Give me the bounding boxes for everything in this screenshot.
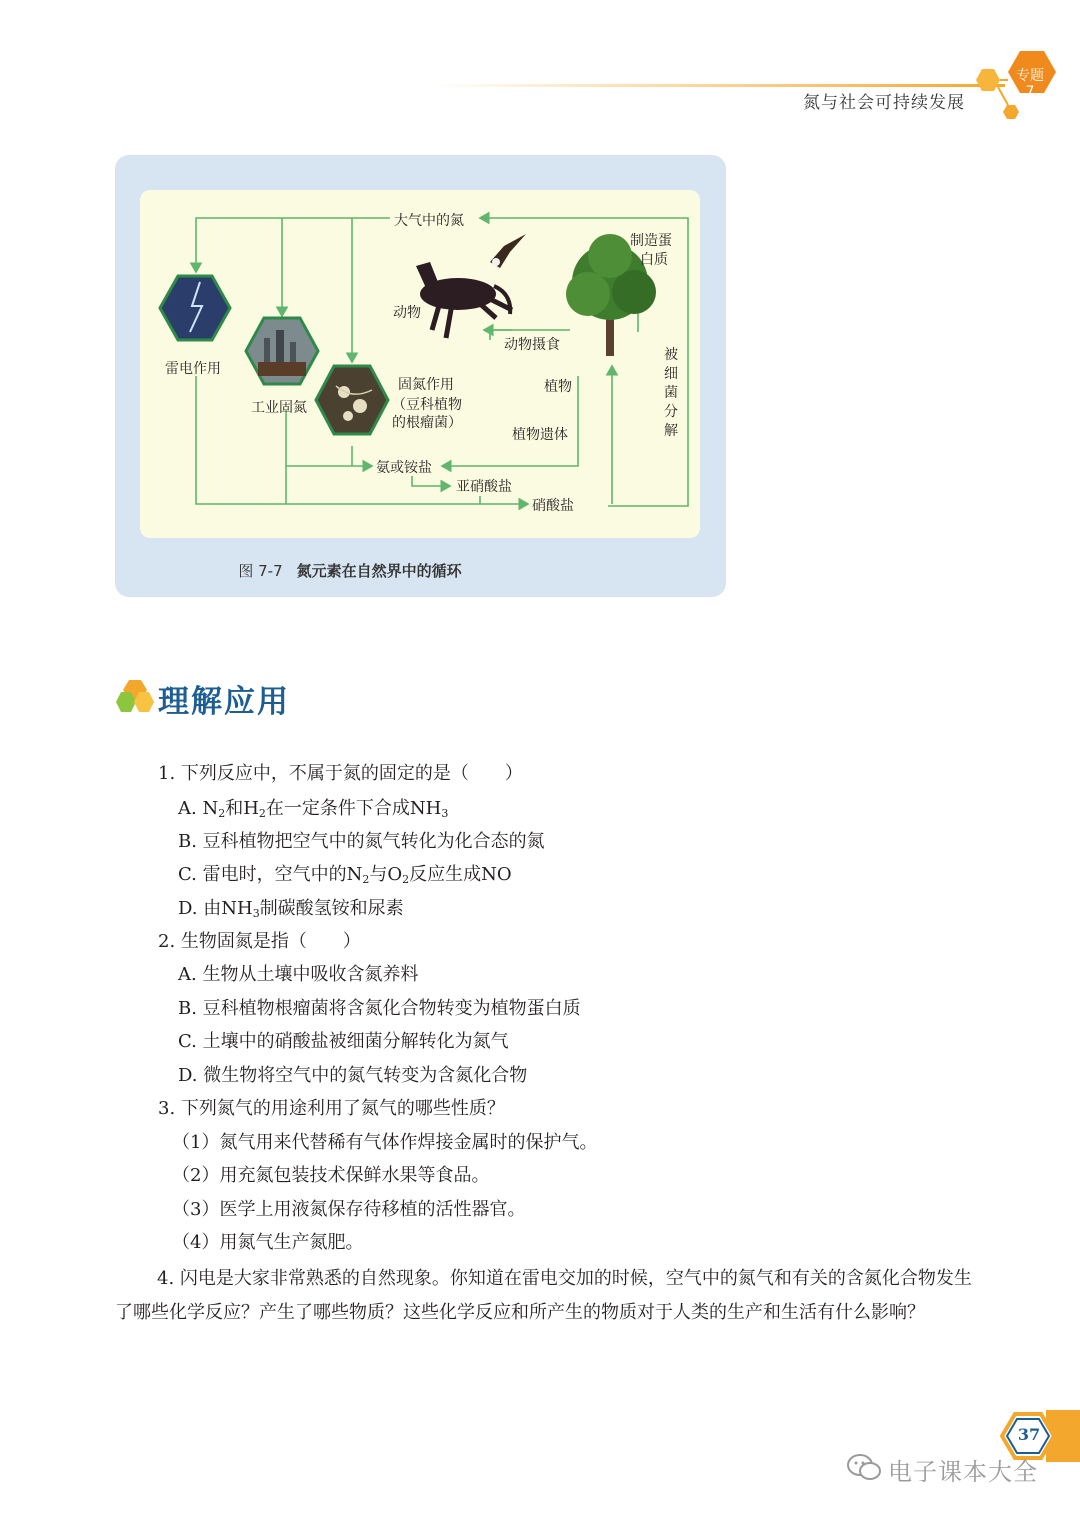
q1-option-b: B. 豆科植物把空气中的氮气转化为化合态的氮: [178, 831, 545, 852]
q2-option-a: A. 生物从土壤中吸收含氮养料: [178, 964, 419, 985]
chapter-badge: [1005, 68, 1055, 100]
q3-item-3: （3）医学上用液氮保存待移植的活性器官。: [172, 1199, 526, 1220]
eagle-image: [490, 234, 526, 268]
label-lightning: 雷电作用: [165, 361, 221, 377]
label-bacteria: 被细菌分解: [664, 347, 678, 439]
figure-number: 图 7-7: [238, 562, 283, 580]
section-hexagon-icon: [115, 678, 155, 714]
label-atmosphere: 大气中的氮: [394, 213, 464, 229]
q2-stem: 2. 生物固氮是指（ ）: [158, 931, 361, 952]
header-rule: [430, 84, 1005, 87]
q3-stem: 3. 下列氮气的用途利用了氮气的哪些性质？: [158, 1098, 505, 1119]
factory-image: [246, 318, 318, 384]
label-fixation-1: 固氮作用: [398, 377, 454, 393]
label-animal-eat: 动物摄食: [504, 337, 560, 353]
q1-option-d: D. 由$NH_3$制碳酸氢铵和尿素: [178, 898, 404, 920]
horse-image: [416, 262, 512, 338]
label-protein-1: 制造蛋: [630, 233, 672, 249]
section-title: 理解应用: [158, 684, 290, 720]
label-fixation-2: （豆科植物: [392, 397, 462, 413]
label-industry: 工业固氮: [251, 400, 307, 416]
q3-item-4: （4）用氮气生产氮肥。: [172, 1232, 364, 1253]
q4-paragraph: 4. 闪电是大家非常熟悉的自然现象。你知道在雷电交加的时候，空气中的氮气和有关的含氮化合物发生了哪些化学反应？产生了哪些物质？这些化学反应和所产生的物质对于人类的生产和生活有什么影响？: [115, 1268, 972, 1323]
label-nitrite: 亚硝酸盐: [456, 479, 512, 495]
chapter-number: 7: [1025, 84, 1035, 100]
q1-option-a: A. $N_2$和$H_2$在一定条件下合成$NH_3$: [178, 798, 449, 820]
q1-stem: 1. 下列反应中，不属于氮的固定的是（ ）: [158, 763, 523, 784]
figure-caption: [115, 560, 585, 581]
nitrogen-cycle-diagram: [140, 190, 700, 538]
figure-title: 氮元素在自然界中的循环: [296, 562, 462, 580]
label-fixation-3: 的根瘤菌）: [392, 415, 462, 431]
watermark: 电子课本大全: [888, 1458, 1038, 1486]
label-nitrate: 硝酸盐: [532, 498, 574, 514]
q3-item-1: （1）氮气用来代替稀有气体作焊接金属时的保护气。: [172, 1132, 598, 1153]
label-plant: 植物: [544, 379, 572, 395]
lightning-image: [160, 276, 230, 340]
wechat-icon: [846, 1452, 882, 1482]
q2-option-c: C. 土壤中的硝酸盐被细菌分解转化为氮气: [178, 1031, 509, 1052]
label-plant-remains: 植物遗体: [512, 427, 568, 443]
label-protein-2: 白质: [640, 252, 668, 268]
chapter-label: 专题: [1016, 68, 1044, 84]
q3-item-2: （2）用充氮包装技术保鲜水果等食品。: [172, 1165, 490, 1186]
q2-option-d: D. 微生物将空气中的氮气转变为含氮化合物: [178, 1065, 528, 1086]
q2-option-b: B. 豆科植物根瘤菌将含氮化合物转变为植物蛋白质: [178, 998, 581, 1019]
label-animal: 动物: [393, 305, 421, 321]
label-ammonium: 氨或铵盐: [376, 460, 432, 476]
running-title: 氮与社会可持续发展: [803, 93, 965, 113]
q1-option-c: C. 雷电时，空气中的$N_2$与$O_2$反应生成NO: [178, 864, 512, 886]
page-number: 37: [1017, 1425, 1041, 1444]
root-nodule-image: [316, 366, 388, 434]
